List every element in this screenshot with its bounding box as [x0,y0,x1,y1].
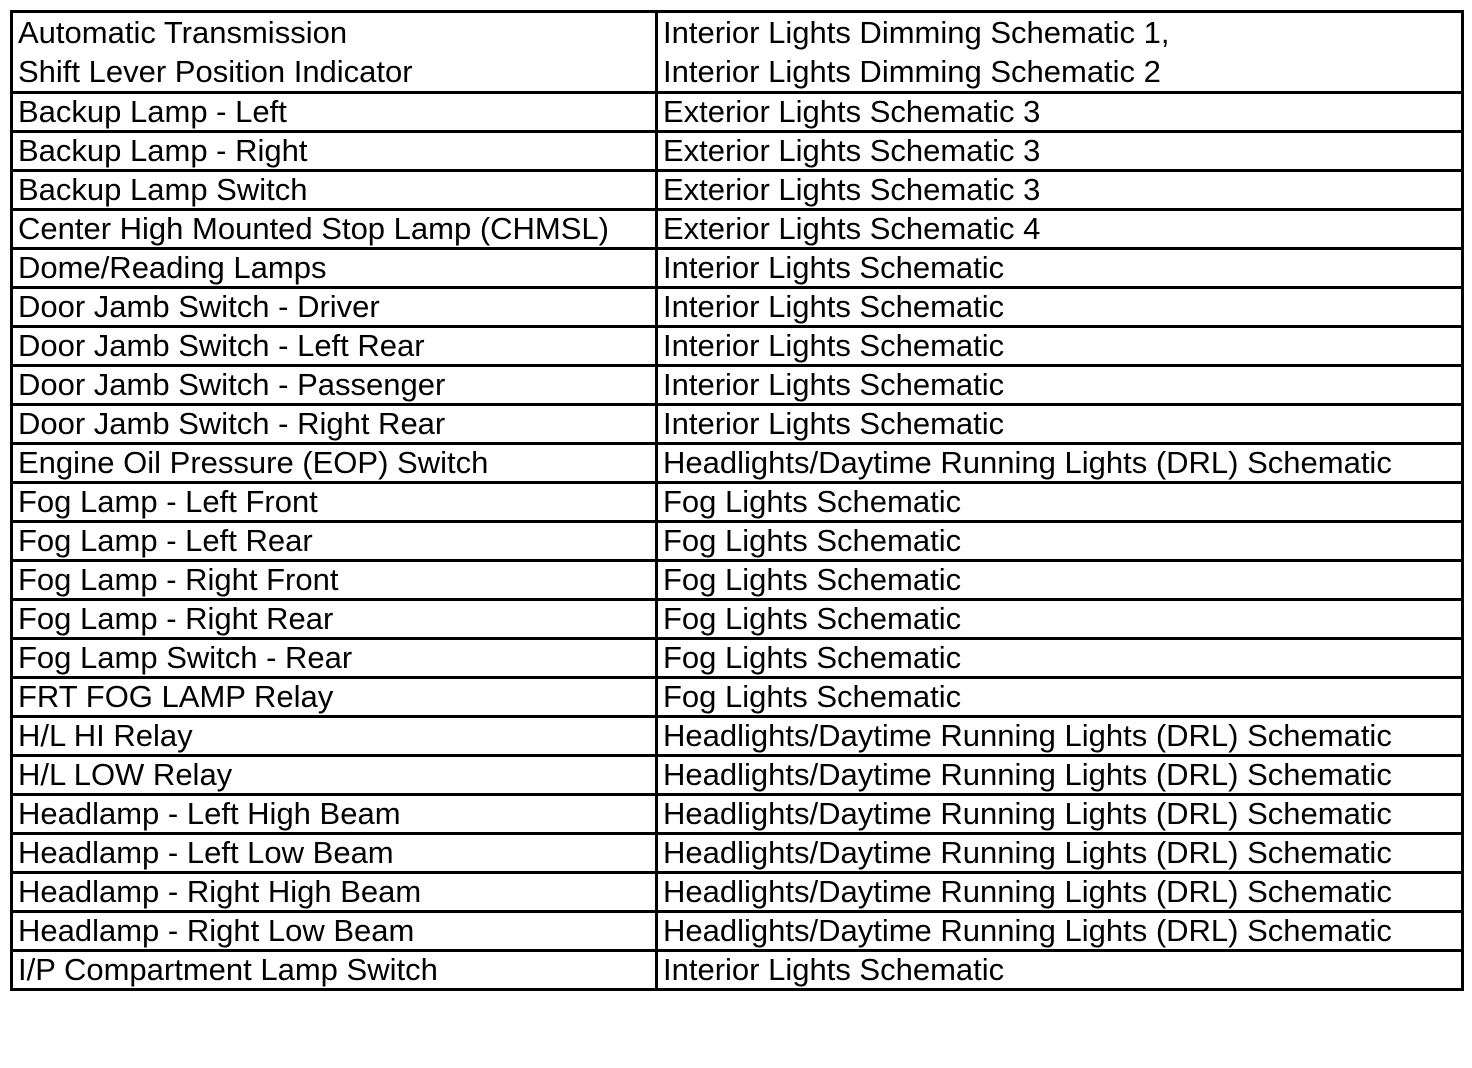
component-cell [12,483,657,522]
schematic-cell [657,873,1463,912]
component-cell [12,132,657,171]
component-name: FRT FOG LAMP Relay [18,679,334,714]
component-cell [12,327,657,366]
table-row [12,639,1463,678]
schematic-cell [657,522,1463,561]
schematic-cell [657,249,1463,288]
table-row [12,834,1463,873]
component-name: Backup Lamp - Right [18,133,308,168]
schematic-cell [657,327,1463,366]
component-name: Dome/Reading Lamps [18,250,327,285]
component-cell [12,288,657,327]
schematic-cell [657,444,1463,483]
component-name: Center High Mounted Stop Lamp (CHMSL) [18,211,609,246]
schematic-cell [657,12,1463,93]
table-row [12,561,1463,600]
component-cell [12,717,657,756]
schematic-reference: Exterior Lights Schematic 3 [663,133,1041,168]
schematic-reference: Fog Lights Schematic [663,562,962,597]
table-row [12,756,1463,795]
component-name: Engine Oil Pressure (EOP) Switch [18,445,489,480]
schematic-reference: Exterior Lights Schematic 3 [663,172,1041,207]
component-cell [12,756,657,795]
schematic-reference: Fog Lights Schematic [663,640,962,675]
component-name: I/P Compartment Lamp Switch [18,952,438,987]
component-cell [12,834,657,873]
schematic-cell [657,834,1463,873]
table-row [12,405,1463,444]
component-name: Fog Lamp - Left Front [18,484,318,519]
schematic-reference: Fog Lights Schematic [663,679,962,714]
table-row [12,327,1463,366]
schematic-cell [657,600,1463,639]
component-cell [12,210,657,249]
component-cell [12,93,657,132]
schematic-reference: Interior Lights Schematic [663,328,1005,363]
table-row [12,12,1463,93]
schematic-reference: Fog Lights Schematic [663,484,962,519]
table-row [12,912,1463,951]
table-row [12,171,1463,210]
component-cell [12,249,657,288]
schematic-reference: Headlights/Daytime Running Lights (DRL) Schematic [663,796,1392,831]
table-row [12,249,1463,288]
schematic-cell [657,717,1463,756]
schematic-cell [657,795,1463,834]
schematic-cell [657,912,1463,951]
component-name: Door Jamb Switch - Right Rear [18,406,446,441]
component-cell [12,171,657,210]
schematic-reference: Interior Lights Schematic [663,289,1005,324]
schematic-reference: Fog Lights Schematic [663,601,962,636]
schematic-cell [657,639,1463,678]
schematic-cell [657,405,1463,444]
component-cell [12,405,657,444]
component-name: Door Jamb Switch - Passenger [18,367,446,402]
component-name: Automatic Transmission [18,15,348,50]
component-cell [12,951,657,990]
component-cell [12,522,657,561]
table-body [12,12,1463,990]
component-cell [12,444,657,483]
component-name: Backup Lamp Switch [18,172,308,207]
schematic-reference: Fog Lights Schematic [663,523,962,558]
schematic-reference: Headlights/Daytime Running Lights (DRL) Schematic [663,835,1392,870]
table-row [12,951,1463,990]
component-name: Headlamp - Right High Beam [18,874,422,909]
table-row [12,522,1463,561]
schematic-cell [657,756,1463,795]
component-cell [12,600,657,639]
component-name: Fog Lamp - Right Rear [18,601,334,636]
table-row [12,483,1463,522]
component-name: H/L HI Relay [18,718,193,753]
schematic-reference: Interior Lights Schematic [663,367,1005,402]
component-name: Headlamp - Right Low Beam [18,913,415,948]
schematic-cell [657,678,1463,717]
component-cell [12,795,657,834]
schematic-cell [657,171,1463,210]
component-name: Door Jamb Switch - Driver [18,289,380,324]
component-cell [12,12,657,93]
schematic-reference: Interior Lights Dimming Schematic 2 [663,54,1161,89]
component-name: Backup Lamp - Left [18,94,287,129]
schematic-reference: Exterior Lights Schematic 3 [663,94,1041,129]
component-name: Headlamp - Left High Beam [18,796,401,831]
schematic-reference: Headlights/Daytime Running Lights (DRL) Schematic [663,757,1392,792]
table-row [12,873,1463,912]
table-row [12,600,1463,639]
table-row [12,210,1463,249]
schematic-reference: Interior Lights Schematic [663,250,1005,285]
table-row [12,132,1463,171]
schematic-reference: Headlights/Daytime Running Lights (DRL) Schematic [663,718,1392,753]
component-reference-table [10,10,1464,991]
schematic-reference: Headlights/Daytime Running Lights (DRL) Schematic [663,445,1392,480]
schematic-reference: Interior Lights Schematic [663,406,1005,441]
component-name: Shift Lever Position Indicator [18,54,413,89]
schematic-cell [657,951,1463,990]
table-row [12,366,1463,405]
table-row [12,288,1463,327]
component-name: Fog Lamp - Right Front [18,562,339,597]
schematic-cell [657,210,1463,249]
component-cell [12,678,657,717]
table-row [12,444,1463,483]
component-name: Fog Lamp Switch - Rear [18,640,353,675]
schematic-reference: Interior Lights Schematic [663,952,1005,987]
component-cell [12,561,657,600]
component-cell [12,912,657,951]
schematic-reference: Headlights/Daytime Running Lights (DRL) Schematic [663,913,1392,948]
component-cell [12,366,657,405]
schematic-reference: Exterior Lights Schematic 4 [663,211,1041,246]
schematic-cell [657,93,1463,132]
component-cell [12,873,657,912]
component-cell [12,639,657,678]
table-row [12,717,1463,756]
component-name: H/L LOW Relay [18,757,233,792]
component-name: Headlamp - Left Low Beam [18,835,394,870]
table-row [12,93,1463,132]
table-row [12,795,1463,834]
schematic-cell [657,483,1463,522]
component-name: Door Jamb Switch - Left Rear [18,328,425,363]
schematic-cell [657,366,1463,405]
schematic-cell [657,561,1463,600]
component-name: Fog Lamp - Left Rear [18,523,313,558]
schematic-reference: Headlights/Daytime Running Lights (DRL) Schematic [663,874,1392,909]
schematic-cell [657,132,1463,171]
schematic-reference: Interior Lights Dimming Schematic 1, [663,15,1170,50]
table-row [12,678,1463,717]
schematic-cell [657,288,1463,327]
